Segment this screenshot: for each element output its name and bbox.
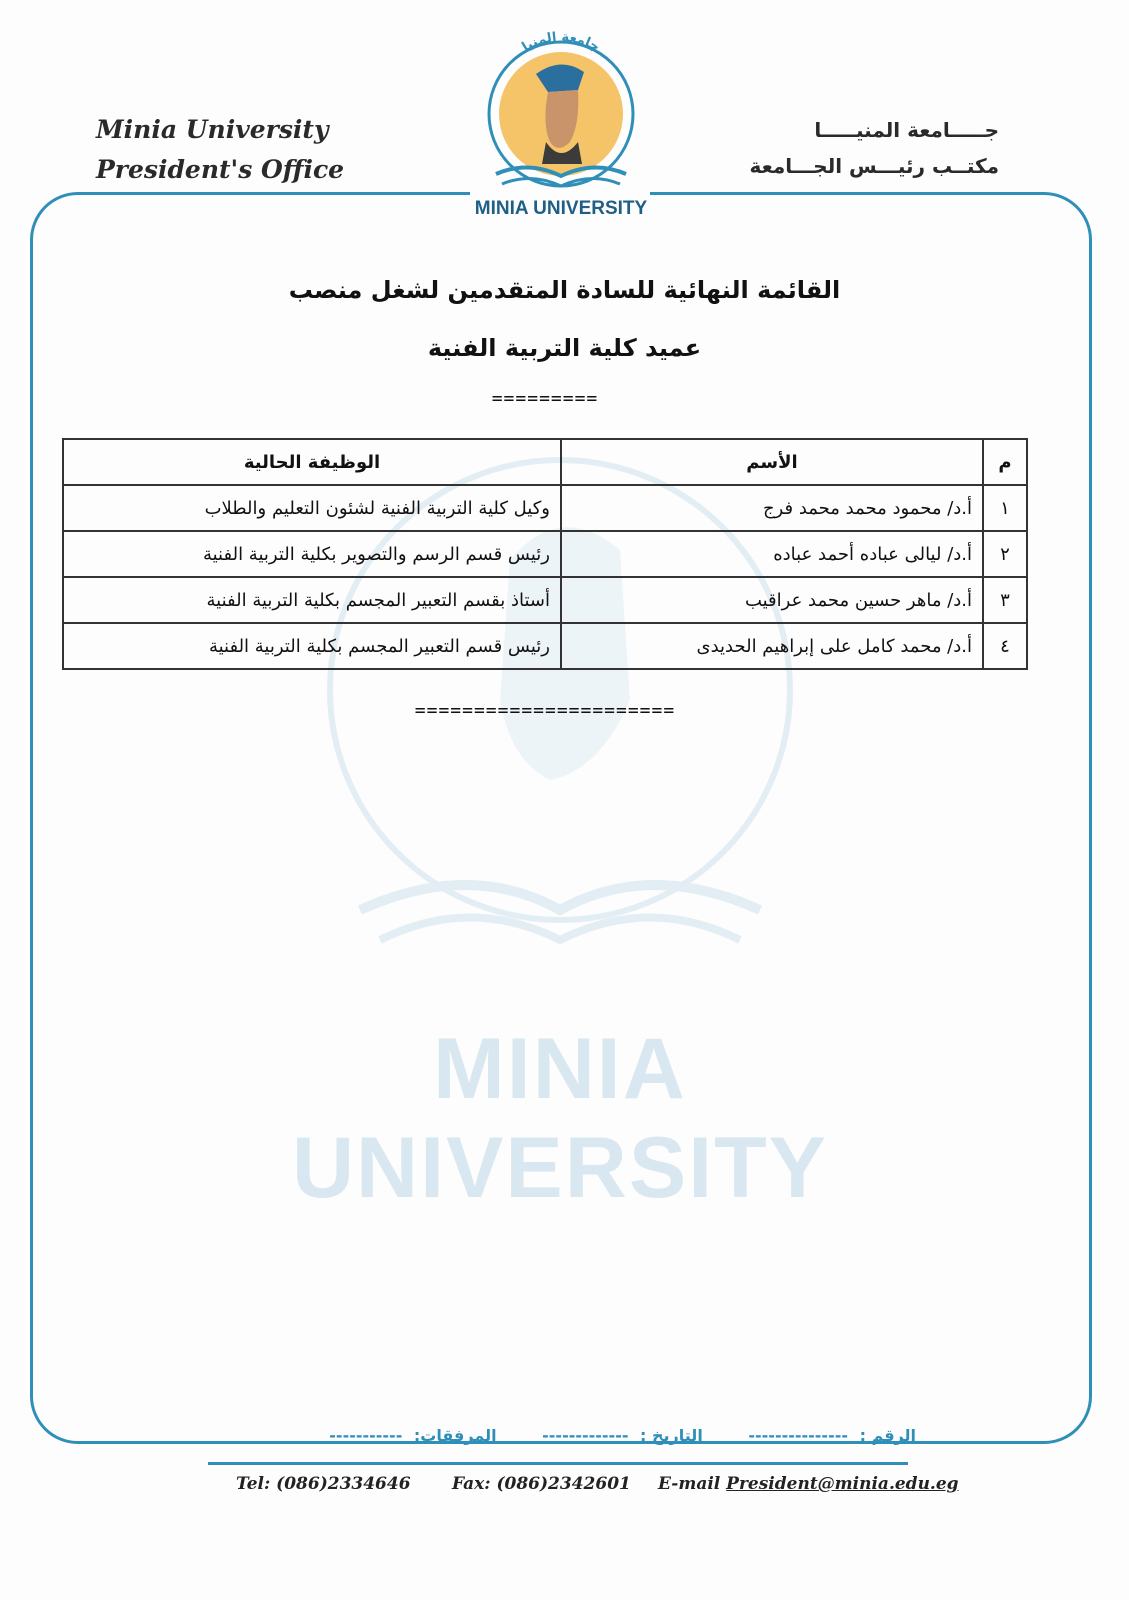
table-header-row (63, 439, 1027, 485)
candidates-table (62, 438, 1028, 670)
header-arabic (749, 112, 999, 184)
document-title-line2: عميد كلية التربية الفنية (427, 334, 702, 362)
cell-job: وكيل كلية التربية الفنية لشئون التعليم والطلاب (63, 485, 561, 531)
fax-text: Fax: (086)2342601 (452, 1474, 631, 1494)
cell-job: أستاذ بقسم التعبير المجسم بكلية التربية الفنية (63, 577, 561, 623)
logo-top-text: جامعة المنيا (519, 29, 603, 56)
header-name: الأسم (561, 439, 983, 485)
number-value: --------------- (748, 1426, 848, 1445)
cell-job: رئيس قسم التعبير المجسم بكلية التربية الفنية (63, 623, 561, 669)
email-link[interactable]: President@minia.edu.eg (726, 1474, 959, 1494)
header-english (96, 110, 344, 190)
footer-fields (236, 1426, 916, 1445)
header-ar-line2: مكتــب رئيـــس الجـــامعة (749, 154, 999, 178)
email-label: E-mail (658, 1474, 721, 1494)
separator-top: ========= (491, 388, 599, 409)
header-job: الوظيفة الحالية (63, 439, 561, 485)
cell-name: أ.د/ ليالى عباده أحمد عباده (561, 531, 983, 577)
table-row (63, 577, 1027, 623)
svg-text:جامعة المنيا (520, 30, 603, 55)
document-title-line1: القائمة النهائية للسادة المتقدمين لشغل منصب (288, 276, 841, 304)
footer-rule (208, 1462, 908, 1465)
number-label: الرقم : (859, 1426, 916, 1445)
cell-name: أ.د/ ماهر حسين محمد عراقيب (561, 577, 983, 623)
date-value: ------------- (542, 1426, 629, 1445)
header-en-line1: Minia University (96, 115, 329, 144)
separator-bottom: ====================== (414, 700, 676, 721)
tel-text: Tel: (086)2334646 (236, 1474, 411, 1494)
attachments-value: ----------- (329, 1426, 403, 1445)
cell-num: ٣ (983, 577, 1027, 623)
cell-num: ١ (983, 485, 1027, 531)
cell-name: أ.د/ محمد كامل على إبراهيم الحديدى (561, 623, 983, 669)
header-ar-line1: جـــــامعة المنيـــــا (814, 118, 999, 142)
cell-job: رئيس قسم الرسم والتصوير بكلية التربية الفنية (63, 531, 561, 577)
table-row (63, 531, 1027, 577)
cell-num: ٢ (983, 531, 1027, 577)
logo-bottom-text: MINIA UNIVERSITY (474, 198, 648, 219)
university-logo (466, 14, 656, 226)
cell-name: أ.د/ محمود محمد محمد فرج (561, 485, 983, 531)
table-row (63, 485, 1027, 531)
watermark-text: MINIA UNIVERSITY (291, 1021, 829, 1216)
cell-num: ٤ (983, 623, 1027, 669)
header-num: م (983, 439, 1027, 485)
date-label: التاريخ : (640, 1426, 703, 1445)
header-en-line2: President's Office (96, 155, 345, 184)
table-row (63, 623, 1027, 669)
page-frame (30, 192, 1092, 1444)
attachments-label: المرفقات: (413, 1426, 497, 1445)
